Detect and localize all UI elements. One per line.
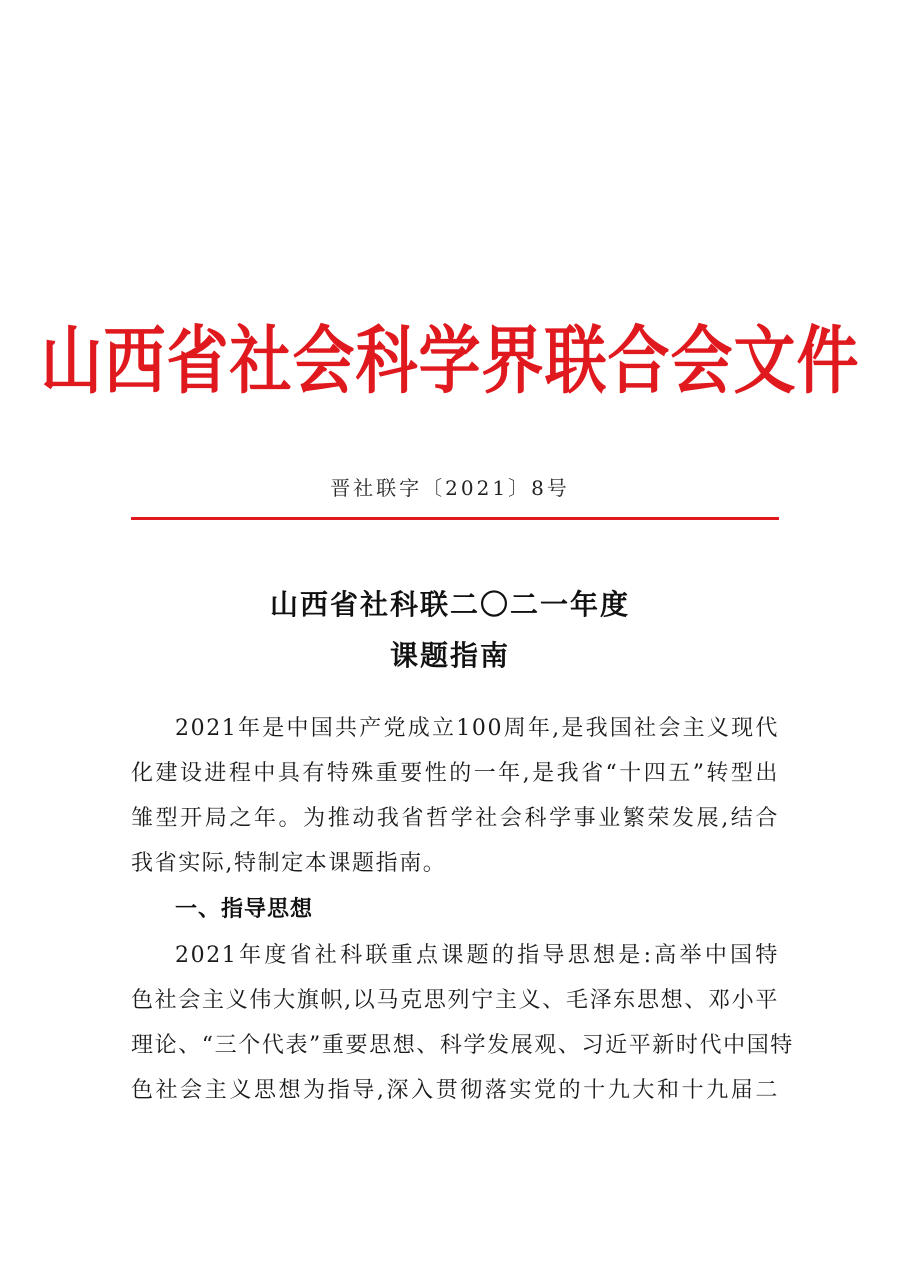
section-heading-guiding-ideology: 一、指导思想 [175,897,314,922]
section-paragraph-line: 理论、“三个代表”重要思想、科学发展观、习近平新时代中国特 [131,1033,794,1058]
red-divider-line [131,517,779,520]
intro-paragraph-line: 雏型开局之年。为推动我省哲学社会科学事业繁荣发展,结合 [131,806,779,831]
document-title-line-2: 课题指南 [389,639,510,672]
section-paragraph-line: 色社会主义思想为指导,深入贯彻落实党的十九大和十九届二 [131,1078,779,1103]
intro-paragraph-line: 化建设进程中具有特殊重要性的一年,是我省“十四五”转型出 [131,761,779,786]
section-paragraph-line: 2021年度省社科联重点课题的指导思想是:高举中国特 [175,943,779,968]
section-paragraph-line: 色社会主义伟大旗帜,以马克思列宁主义、毛泽东思想、邓小平 [131,988,779,1013]
document-title-line-1: 山西省社科联二〇二一年度 [269,588,630,621]
document-masthead: 山西省社会科学界联合会文件 [40,317,860,404]
intro-paragraph-line: 我省实际,特制定本课题指南。 [131,851,447,876]
intro-paragraph-line: 2021年是中国共产党成立100周年,是我国社会主义现代 [175,716,779,741]
document-number: 晋社联字〔2021〕8号 [330,476,570,500]
